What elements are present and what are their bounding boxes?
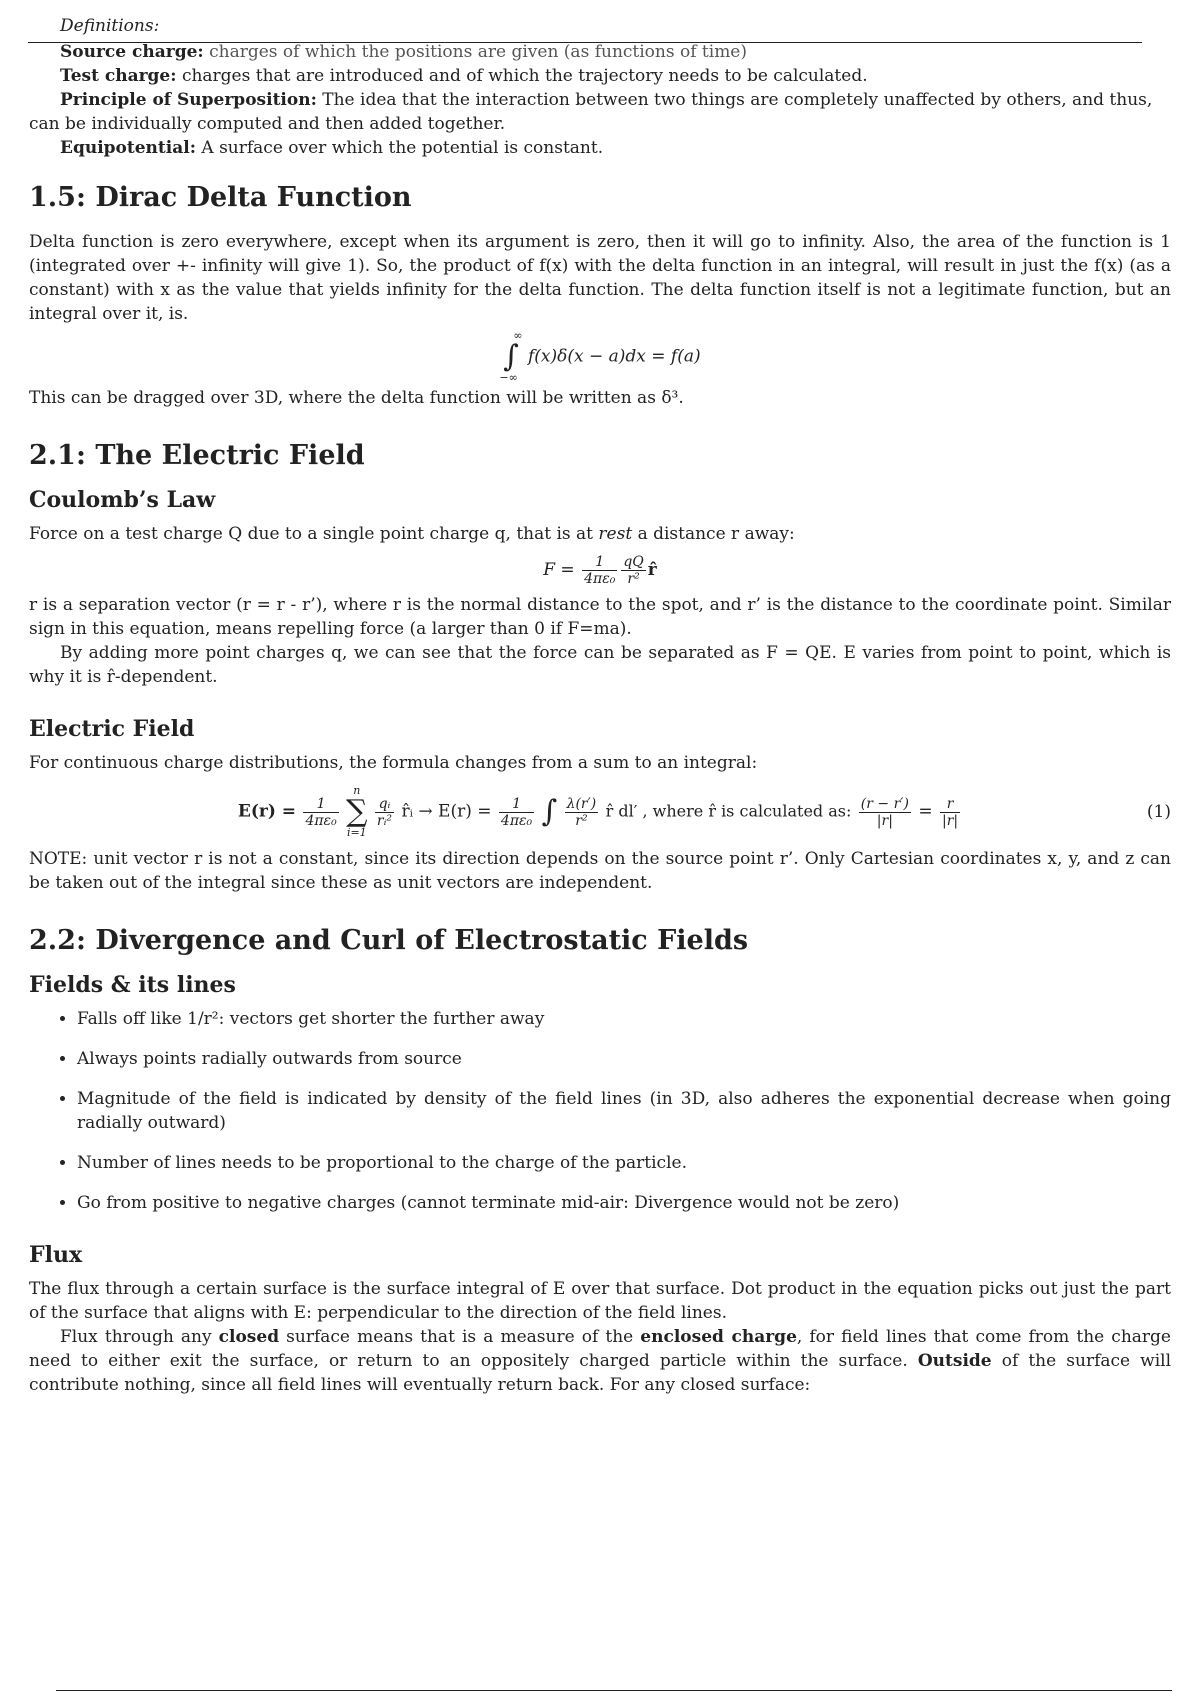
section-title: 1.5: Dirac Delta Function	[29, 182, 412, 213]
integral-sign: ∞ ∫ −∞	[499, 329, 523, 384]
subsection-title: Electric Field	[29, 716, 195, 742]
section-divergence-curl	[29, 925, 1171, 1397]
section-electric-field	[29, 440, 1171, 895]
subsection-title: Fields & its lines	[29, 972, 236, 998]
list-item: • Always points radially outwards from source	[77, 1047, 1171, 1071]
list-item: • Go from positive to negative charges (cannot terminate mid-air: Divergence would not be zero)	[77, 1191, 1171, 1215]
definition-equipotential: Equipotential: A surface over which the potential is constant.	[60, 138, 604, 158]
list-item: • Falls off like 1/r²: vectors get shorter the further away	[77, 1007, 1171, 1031]
list-item: • Magnitude of the field is indicated by density of the field lines (in 3D, also adheres the exponential decrease when going radially outward)	[77, 1087, 1171, 1135]
coulomb-paragraph: r is a separation vector (r = r - r’), where r is the normal distance to the spot, and r’ is the distance to the coordinate point. Similar sign in this equation, means repelling force (a larger than 0 if F=ma).	[29, 595, 1171, 639]
section-title: 2.2: Divergence and Curl of Electrostatic Fields	[29, 925, 749, 956]
coulomb-intro: Force on a test charge Q due to a single point charge q, that is at rest a distance r away:	[29, 524, 795, 544]
electric-field-equation: E(r) = $\frac{1}{\text{4πε₀}}$ n ∑ i=1 $\frac{\text{qᵢ}}{\text{rᵢ²}}$ r̂ᵢ → E(r) = $\frac{1}{\text{4πε₀}}$ ∫ $\frac{\lambda(r')}{\text{r²}}$ r̂ dl′ , where r̂ is calculated as: $\frac{(r - r')}{|r|}$ = $\frac{r}{|r|}$ (1)	[237, 784, 1171, 839]
flux-paragraph-2: Flux through any closed surface means that is a measure of the enclosed charge, for field lines that come from the charge need to either exit the surface, or return to an oppositely charged particle within the surface. Outside of the surface will contribute nothing, since all field lines will eventually return back. For any closed surface:	[29, 1327, 1172, 1395]
subsection-title: Flux	[29, 1242, 83, 1268]
summation-sign: n ∑ i=1	[346, 784, 368, 839]
definition-superposition: Principle of Superposition: The idea that the interaction between two things are completely unaffected by others, and thus,	[60, 90, 1153, 110]
equation-number: (1)	[1146, 802, 1171, 822]
definitions-block	[29, 14, 1171, 160]
footer-rule	[56, 1690, 1172, 1691]
coulomb-equation: F = $\frac{1}{\text{4πε₀}}$ $\frac{qQ}{\text{r²}}$ r̂	[543, 554, 657, 587]
definition-test-charge: Test charge: charges that are introduced and of which the trajectory needs to be calculated.	[60, 66, 868, 86]
coulomb-paragraph-2: By adding more point charges q, we can see that the force can be separated as F = QE. E varies from point to point, which is why it is r̂-dependent.	[29, 643, 1171, 687]
fraction: $\frac{qQ}{\text{r²}}$	[623, 554, 644, 587]
definition-source-charge: Source charge: charges of which the positions are given (as functions of time)	[60, 42, 748, 62]
electric-field-note: NOTE: unit vector r is not a constant, since its direction depends on the source point r’. Only Cartesian coordinates x, y, and z can be taken out of the integral since these as unit vectors are independent.	[29, 849, 1171, 893]
fraction: $\frac{1}{\text{4πε₀}}$	[584, 554, 616, 587]
dirac-equation-body: f(x)δ(x − a)dx = f(a)	[527, 346, 701, 367]
integral-sign: ∫	[541, 794, 558, 829]
definition-superposition-cont: can be individually computed and then added together.	[29, 114, 506, 134]
section-dirac	[29, 182, 1171, 410]
subsection-title: Coulomb’s Law	[29, 487, 216, 513]
flux-paragraph: The flux through a certain surface is the surface integral of E over that surface. Dot product in the equation picks out just the part of the surface that aligns with E: perpendicular to the direction of the field lines.	[29, 1279, 1171, 1323]
dirac-paragraph-2: This can be dragged over 3D, where the delta function will be written as δ³.	[29, 388, 684, 408]
field-lines-list	[29, 1007, 1171, 1215]
dirac-paragraph: Delta function is zero everywhere, except when its argument is zero, then it will go to infinity. Also, the area of the function is 1 (integrated over +- infinity will give 1). So, the product of f(x) with the delta function in an integral, will result in just the f(x) (as a constant) with x as the value that yields infinity for the delta function. The delta function itself is not a legitimate function, but an integral over it, is.	[29, 232, 1171, 324]
electric-field-intro: For continuous charge distributions, the formula changes from a sum to an integral:	[29, 753, 758, 773]
list-item: • Number of lines needs to be proportional to the charge of the particle.	[77, 1151, 1171, 1175]
definitions-heading: Definitions:	[60, 16, 160, 36]
dirac-equation	[29, 330, 1171, 384]
section-title: 2.1: The Electric Field	[29, 440, 365, 471]
document-page	[29, 14, 1171, 1397]
